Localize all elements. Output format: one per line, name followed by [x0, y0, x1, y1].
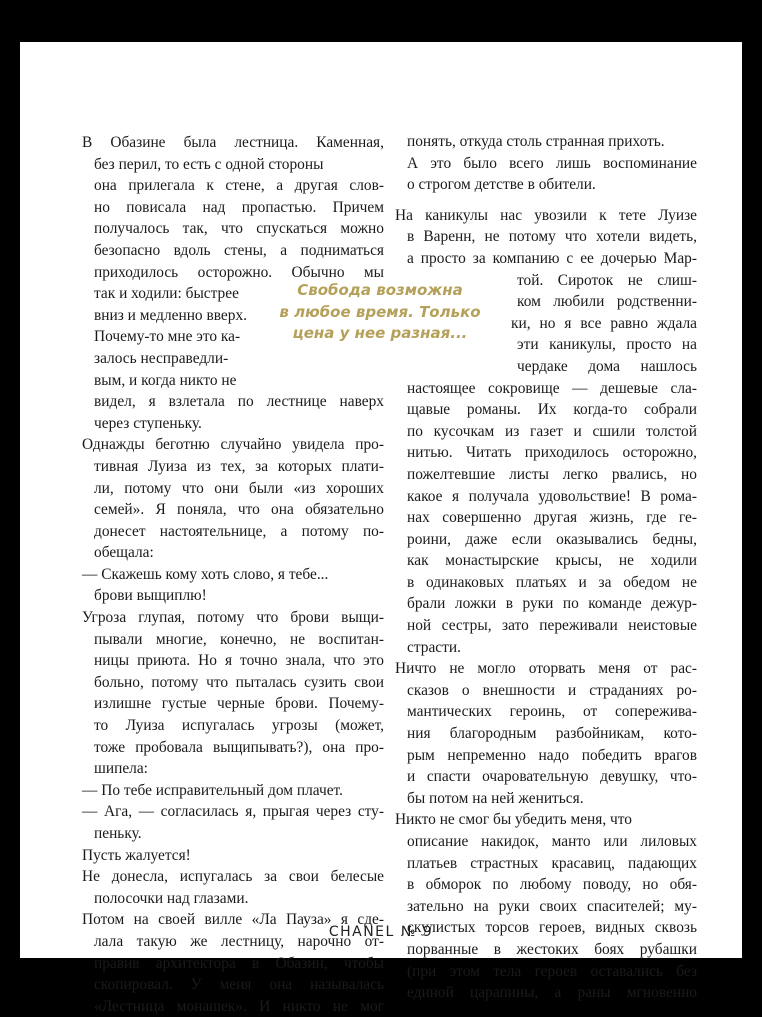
text-line: Ничто не могло оторвать меня от рас- — [395, 660, 697, 678]
text-line: рым непременно надо победить врагов — [407, 746, 697, 764]
text-line: безопасно вдоль стены, а подниматься — [94, 241, 384, 259]
text-line: Не донесла, испугалась за свои белесые — [82, 868, 384, 886]
text-line: (при этом тела героев оставались без — [407, 962, 697, 980]
text-line: она прилегала к стене, а другая слов- — [94, 177, 384, 195]
text-line: а просто за компанию с ее дочерью Мар- — [407, 249, 697, 267]
text-line: больно, потому что пыталась сузить свои — [94, 673, 384, 691]
text-line: залось несправедли- — [94, 349, 229, 367]
text-line: Никто не смог бы убедить меня, что — [395, 811, 632, 829]
text-line: ли, потому что они были «из хороших — [94, 479, 384, 497]
text-line: то Луиза испугалась угрозы (может, — [94, 717, 384, 735]
text-line: в Варенн, не потому что хотели видеть, — [407, 228, 697, 246]
pull-quote-line: в любое время. Только — [279, 302, 481, 321]
text-line: Угроза глупая, потому что брови выщи- — [82, 609, 384, 627]
text-line: — Скажешь кому хоть слово, я тебе... — [82, 565, 329, 583]
text-line: скулистых торсов героев, видных сквозь — [407, 919, 697, 937]
text-line: ной сестры, зато переживали неистовые — [407, 617, 697, 635]
text-line: Однажды беготню случайно увидела про- — [82, 436, 384, 454]
magazine-footer: CHANEL № 9 — [328, 924, 434, 940]
text-line: в одинаковых платьях и за обедом не — [407, 573, 697, 591]
text-line: о строгом детстве в обители. — [407, 176, 596, 194]
text-line: А это было всего лишь воспоминание — [407, 154, 697, 172]
text-line: нах совершенно другая жизнь, где ге- — [407, 509, 697, 527]
text-line: ния благородным разбойникам, кото- — [407, 725, 697, 743]
text-line: вниз и медленно вверх. — [94, 306, 247, 324]
text-line: брали ложки в руки по команде дежур- — [407, 595, 697, 613]
text-line: так и ходили: быстрее — [94, 285, 239, 303]
text-line: сказов о внешности и страданиях ро- — [407, 681, 697, 699]
text-line: обещала: — [94, 544, 154, 562]
text-line: видел, я взлетала по лестнице наверх — [94, 393, 384, 411]
text-line: получалось так, что спускаться можно — [94, 220, 384, 238]
text-line: шипела: — [94, 760, 148, 778]
text-line: скопировал. У меня она называлась — [94, 976, 384, 994]
text-line: ком любили родственни- — [517, 293, 697, 311]
right-column — [395, 131, 697, 1004]
text-line: мантических героинь, от сопережива- — [407, 703, 697, 721]
text-line: и спасти очаровательную девушку, что- — [407, 768, 697, 786]
text-line: тивная Луиза из тех, за которых плати- — [94, 457, 384, 475]
text-line: настоящее сокровище — дешевые сла- — [407, 379, 697, 397]
text-line: Почему-то мне это ка- — [94, 328, 241, 346]
text-line: той. Сироток не слиш- — [517, 271, 697, 289]
pull-quote-line: Свобода возможна — [297, 281, 463, 299]
text-line: порванные в жестоких боях рубашки — [407, 940, 697, 958]
text-line: — Ага, — согласилась я, прыгая через сту- — [82, 803, 384, 821]
text-line: полосочки над глазами. — [94, 889, 249, 907]
text-line: ки, но я все равно ждала — [511, 314, 697, 332]
text-line: но повисала над пропастью. Причем — [94, 198, 384, 216]
text-line: донесет настоятельнице, а потому по- — [94, 522, 384, 540]
text-line: через ступеньку. — [94, 414, 202, 432]
text-line: как монастырские крысы, не ходили — [407, 552, 697, 570]
text-line: единой царапины, а раны мгновенно — [407, 984, 697, 1002]
text-line: по кусочкам из газет и сшили толстой — [407, 422, 697, 440]
text-line: пожелтевшие листы легко рвались, но — [407, 465, 697, 483]
text-line: щавые романы. Их когда-то собрали — [407, 401, 697, 419]
text-line: пывали многие, конечно, не воспитан- — [94, 630, 384, 648]
magazine-page — [20, 42, 742, 1015]
text-line: какое я получала удовольствие! В рома- — [407, 487, 697, 505]
pull-quote-line: цена у нее разная... — [292, 324, 468, 342]
text-line: в обморок по любому поводу, но обя- — [407, 876, 697, 894]
text-line: Потом на своей вилле «Ла Пауза» я сде- — [82, 911, 384, 929]
text-line: приходилось осторожно. Обычно мы — [94, 263, 384, 281]
text-line: «Лестница монашек». И никто не мог — [94, 997, 384, 1015]
text-line: ницы приюта. Но я точно знала, что это — [94, 652, 384, 670]
text-line: семей». Я поняла, что она обязательно — [94, 501, 384, 519]
text-line: На каникулы нас увозили к тете Луизе — [395, 206, 697, 224]
text-line: описание накидок, манто или лиловых — [407, 833, 697, 850]
text-line: излишне густые черные брови. Почему- — [94, 695, 384, 713]
left-column — [82, 132, 384, 1017]
text-line: пеньку. — [94, 825, 142, 842]
text-line: брови выщиплю! — [94, 587, 207, 605]
text-line: лала такую же лестницу, нарочно от- — [94, 932, 384, 950]
text-line: без перил, то есть с одной стороны — [94, 155, 324, 173]
text-line: В Обазине была лестница. Каменная, — [82, 134, 384, 151]
text-line: чердаке дома нашлось — [517, 357, 697, 375]
text-line: Пусть жалуется! — [82, 846, 191, 864]
text-line: нитью. Читать приходилось осторожно, — [407, 444, 697, 462]
text-line: зательно на руки своих спасителей; му- — [407, 897, 697, 915]
text-line: правив архитектора в Обазин, чтобы — [94, 954, 384, 972]
text-line: бы потом на ней жениться. — [407, 789, 584, 807]
text-line: понять, откуда столь странная прихоть. — [407, 133, 665, 150]
text-line: эти каникулы, просто на — [517, 336, 697, 354]
text-line: тоже пробовала выщипывать?), она про- — [94, 738, 384, 756]
text-line: — По тебе исправительный дом плачет. — [82, 781, 343, 799]
text-line: роини, даже если оказывались бедны, — [407, 530, 697, 548]
text-line: вым, и когда никто не — [94, 371, 237, 389]
text-line: страсти. — [407, 638, 461, 656]
text-line: платьев страстных красавиц, падающих — [407, 854, 697, 872]
